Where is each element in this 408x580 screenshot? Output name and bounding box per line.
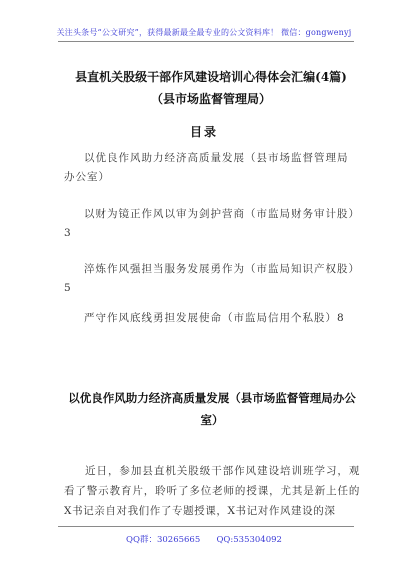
toc-heading: 目录 — [189, 125, 218, 139]
document-title: 县直机关股级干部作风建设培训心得体会汇编(4篇)（县市场监督管理局） — [75, 70, 347, 106]
header-divider — [58, 41, 354, 42]
toc-entry[interactable]: 淬炼作风强担当服务发展勇作为（市监局知识产权股）5 — [64, 263, 355, 294]
toc-entry[interactable]: 以财为镜正作风以审为剑护营商（市监局财务审计股）3 — [64, 208, 355, 239]
toc-entry[interactable]: 严守作风底线勇担发展使命（市监局信用个私股）8 — [84, 312, 345, 324]
footer-note: QQ群：30265665 QQ:535304092 — [126, 535, 282, 545]
toc-entry[interactable]: 以优良作风助力经济高质量发展（县市场监督管理局办公室） — [64, 152, 349, 183]
header-note: 关注头条号“公文研究”，获得最新最全最专业的公文资料库！ 微信：gongwenyj — [56, 28, 352, 37]
footer-divider — [58, 526, 354, 527]
section-title: 以优良作风助力经济高质量发展（县市场监督管理局办公室） — [68, 391, 356, 427]
body-paragraph: 近日，参加县直机关股级干部作风建设培训班学习，观看了警示教育片，聆听了多位老师的授课，尤其是新上任的X书记亲自对我们作了专题授课，X书记对作风建设的深 — [64, 465, 360, 517]
